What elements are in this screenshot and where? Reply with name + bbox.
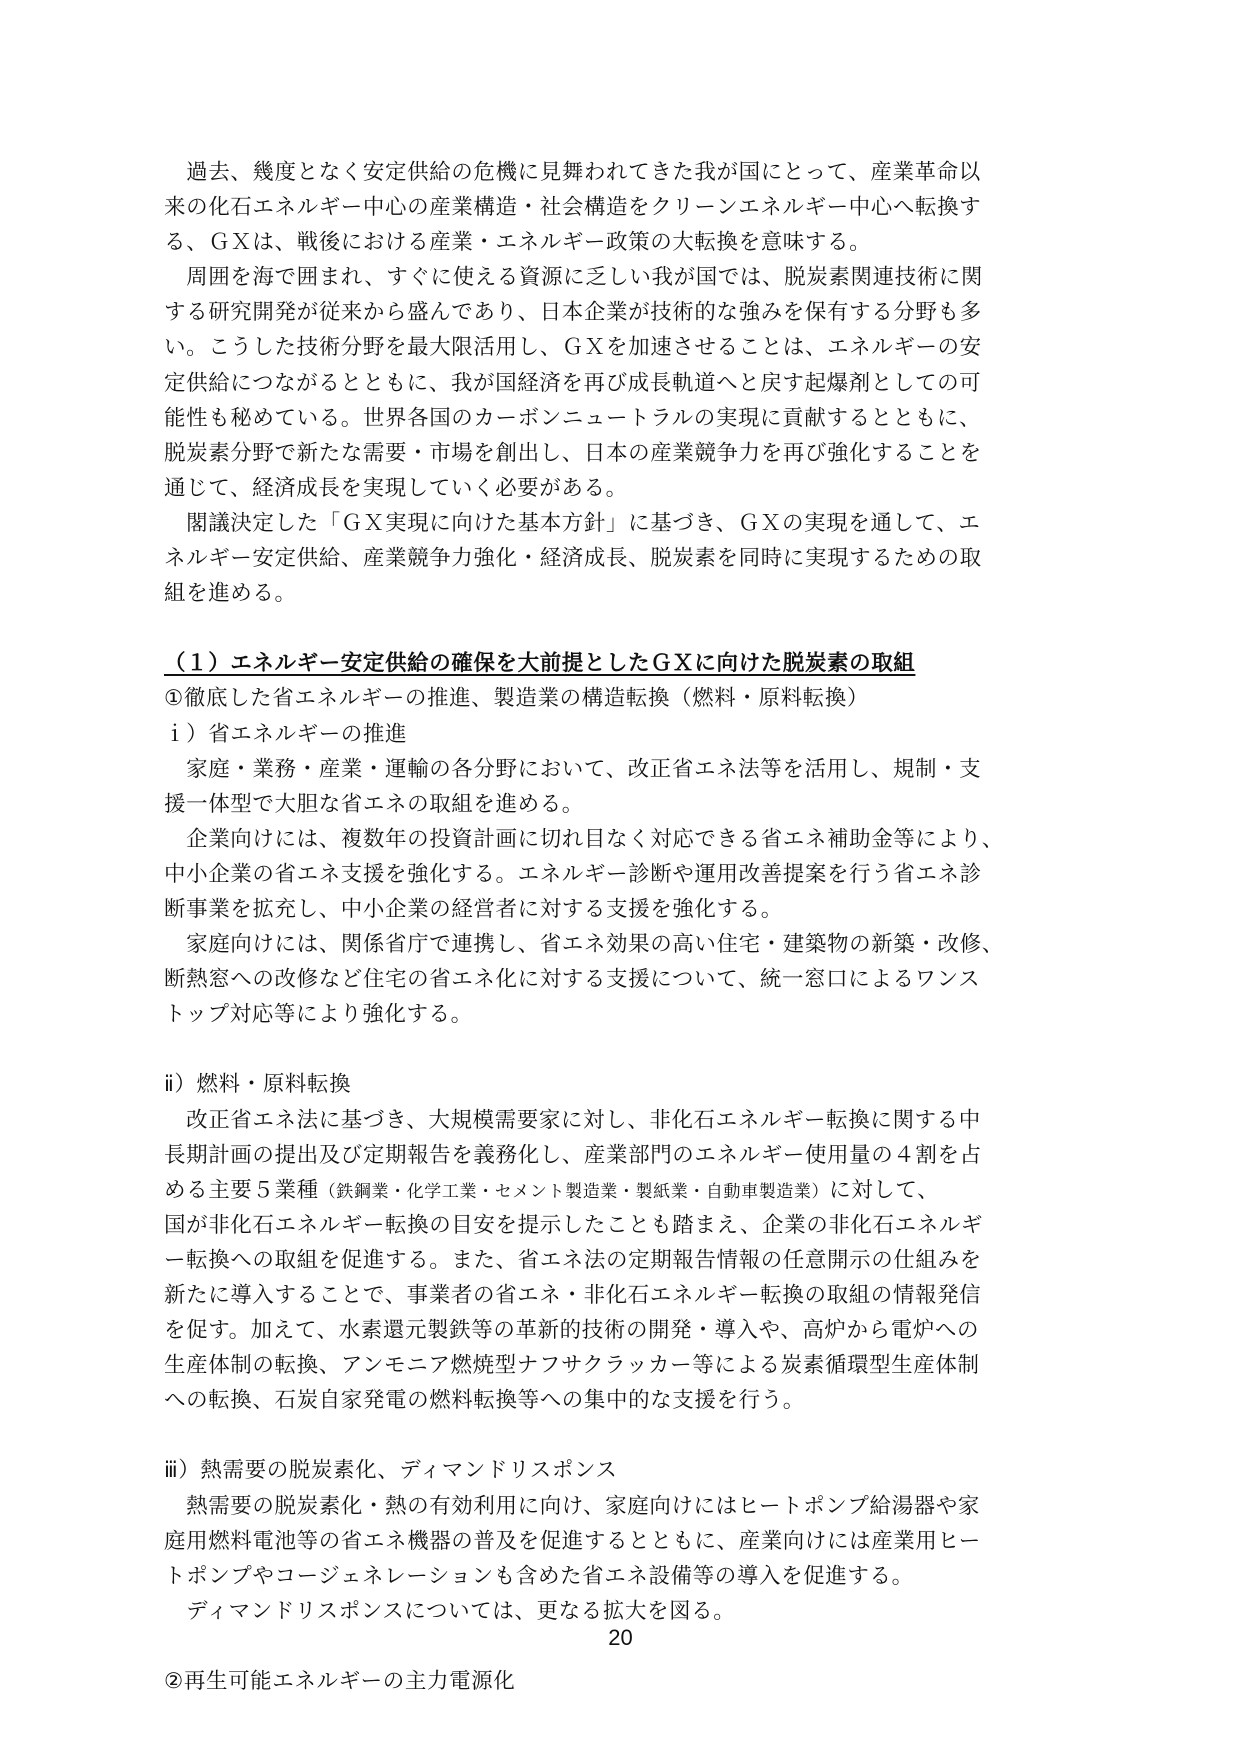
paragraph-line: い。こうした技術分野を最大限活用し、ＧＸを加速させることは、エネルギーの安 bbox=[164, 335, 982, 361]
paragraph-line: 中小企業の省エネ支援を強化する。エネルギー診断や運用改善提案を行う省エネ診 bbox=[164, 861, 982, 887]
paragraph-line: を促す。加えて、水素還元製鉄等の革新的技術の開発・導入や、高炉から電炉への bbox=[164, 1318, 980, 1344]
item-title: ⅲ）熱需要の脱炭素化、ディマンドリスポンス bbox=[164, 1458, 618, 1484]
paragraph-line: ー転換への取組を促進する。また、省エネ法の定期報告情報の任意開示の仕組みを bbox=[164, 1247, 982, 1273]
line-text: に対して、 bbox=[829, 1177, 940, 1203]
paragraph-line: 新たに導入することで、事業者の省エネ・非化石エネルギー転換の取組の情報発信 bbox=[164, 1283, 982, 1308]
paragraph-line: 援一体型で大胆な省エネの取組を進める。 bbox=[164, 791, 584, 817]
paragraph-line: 生産体制の転換、アンモニア燃焼型ナフサクラッカー等による炭素循環型生産体制 bbox=[164, 1353, 980, 1379]
paragraph-line: 長期計画の提出及び定期報告を義務化し、産業部門のエネルギー使用量の４割を占 bbox=[164, 1142, 982, 1168]
document-body bbox=[164, 155, 1114, 1699]
spacer bbox=[164, 611, 1114, 646]
section-heading: （１）エネルギー安定供給の確保を大前提としたＧＸに向けた脱炭素の取組 bbox=[164, 651, 916, 677]
paragraph-line bbox=[164, 1173, 1114, 1208]
paragraph-line: 周囲を海で囲まれ、すぐに使える資源に乏しい我が国では、脱炭素関連技術に関 bbox=[164, 265, 983, 291]
paragraph-line: への転換、石炭自家発電の燃料転換等への集中的な支援を行う。 bbox=[164, 1388, 805, 1414]
item-iii-section bbox=[164, 1453, 1114, 1628]
paragraph-line: ディマンドリスポンスについては、更なる拡大を図る。 bbox=[164, 1598, 736, 1624]
spacer bbox=[164, 1418, 1114, 1453]
paragraph-line: 閣議決定した「ＧＸ実現に向けた基本方針」に基づき、ＧＸの実現を通して、エ bbox=[164, 510, 981, 536]
paragraph-line: 家庭・業務・産業・運輸の各分野において、改正省エネ法等を活用し、規制・支 bbox=[164, 756, 982, 782]
paragraph-line: 国が非化石エネルギー転換の目安を提示したことも踏まえ、企業の非化石エネルギ bbox=[164, 1212, 983, 1238]
paragraph-line: 熱需要の脱炭素化・熱の有効利用に向け、家庭向けにはヒートポンプ給湯器や家 bbox=[164, 1493, 980, 1519]
intro-section bbox=[164, 155, 1114, 611]
item-ii-section bbox=[164, 1067, 1114, 1418]
paragraph-line: 能性も秘めている。世界各国のカーボンニュートラルの実現に貢献するとともに、 bbox=[164, 405, 982, 431]
line-text: める主要５業種 bbox=[164, 1177, 319, 1203]
industry-list-note: （鉄鋼業・化学工業・セメント製造業・製紙業・自動車製造業） bbox=[318, 1181, 830, 1202]
paragraph-line: する研究開発が従来から盛んであり、日本企業が技術的な強みを保有する分野も多 bbox=[164, 300, 982, 326]
page-number: 20 bbox=[608, 1625, 633, 1650]
paragraph-line: 断事業を拡充し、中小企業の経営者に対する支援を強化する。 bbox=[164, 896, 783, 922]
item-title: ⅱ）燃料・原料転換 bbox=[164, 1072, 352, 1098]
paragraph-line: 庭用燃料電池等の省エネ機器の普及を促進するとともに、産業向けには産業用ヒー bbox=[164, 1528, 981, 1554]
subsection-heading: ②再生可能エネルギーの主力電源化 bbox=[164, 1669, 516, 1695]
paragraph-line: トポンプやコージェネレーションも含めた省エネ設備等の導入を促進する。 bbox=[164, 1563, 914, 1589]
spacer bbox=[164, 1032, 1114, 1067]
paragraph-line: る、ＧＸは、戦後における産業・エネルギー政策の大転換を意味する。 bbox=[164, 230, 872, 256]
paragraph-line: 改正省エネ法に基づき、大規模需要家に対し、非化石エネルギー転換に関する中 bbox=[164, 1107, 981, 1133]
paragraph-line: ネルギー安定供給、産業競争力強化・経済成長、脱炭素を同時に実現するための取 bbox=[164, 546, 982, 572]
paragraph-line: 組を進める。 bbox=[164, 581, 297, 607]
paragraph-line: 家庭向けには、関係省庁で連携し、省エネ効果の高い住宅・建築物の新築・改修、 bbox=[164, 932, 1004, 958]
subsection-heading: ①徹底した省エネルギーの推進、製造業の構造転換（燃料・原料転換） bbox=[164, 686, 869, 712]
paragraph-line: 企業向けには、複数年の投資計画に切れ目なく対応できる省エネ補助金等により、 bbox=[164, 826, 1004, 852]
paragraph-line: 通じて、経済成長を実現していく必要がある。 bbox=[164, 475, 628, 501]
paragraph-line: トップ対応等により強化する。 bbox=[164, 1002, 473, 1028]
item-title: ｉ）省エネルギーの推進 bbox=[164, 721, 408, 747]
paragraph-line: 断熱窓への改修など住宅の省エネ化に対する支援について、統一窓口によるワンス bbox=[164, 967, 981, 993]
item-i-section bbox=[164, 717, 1114, 1033]
paragraph-line: 定供給につながるとともに、我が国経済を再び成長軌道へと戻す起爆剤としての可 bbox=[164, 370, 982, 396]
paragraph-line: 過去、幾度となく安定供給の危機に見舞われてきた我が国にとって、産業革命以 bbox=[164, 160, 981, 185]
paragraph-line: 来の化石エネルギー中心の産業構造・社会構造をクリーンエネルギー中心へ転換す bbox=[164, 195, 982, 221]
paragraph-line: 脱炭素分野で新たな需要・市場を創出し、日本の産業競争力を再び強化することを bbox=[164, 440, 982, 466]
